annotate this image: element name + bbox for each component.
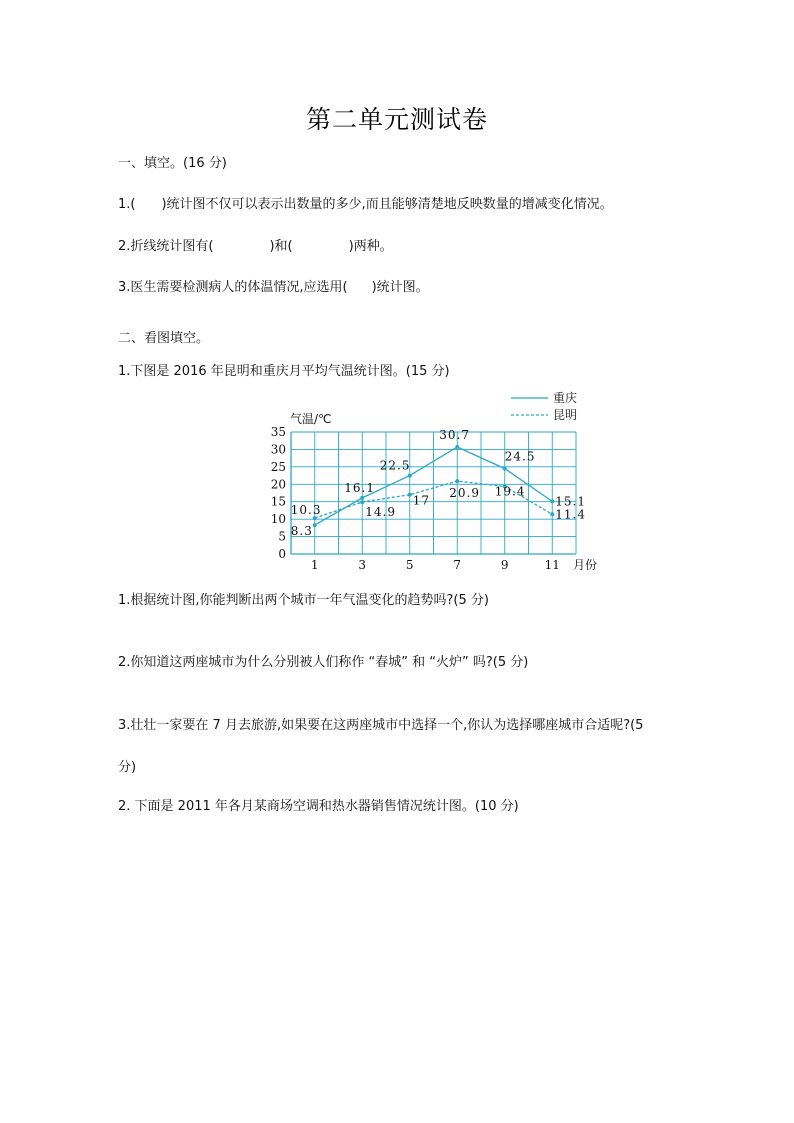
q3-text-after: )统计图。: [371, 280, 429, 295]
section2-heading: 二、看图填空。: [118, 331, 210, 346]
data-point: [455, 445, 459, 449]
q1-text-before: 1.(: [118, 197, 136, 212]
sub-question-2: 2.你知道这两座城市为什么分别被人们称作 “春城” 和 “火炉” 吗?(5 分): [118, 655, 529, 670]
data-point: [455, 479, 459, 483]
data-label: 20.9: [449, 486, 480, 501]
q1-text-after: )统计图不仅可以表示出数量的多少,而且能够清楚地反映数量的增减变化情况。: [161, 197, 613, 212]
x-tick-label: 3: [358, 558, 367, 572]
x-tick-label: 1: [310, 558, 319, 572]
y-tick-label: 35: [270, 425, 286, 439]
x-tick-label: 9: [500, 558, 509, 572]
data-label: 15.1: [555, 494, 586, 509]
chart-series: [291, 428, 586, 538]
data-label: 11.4: [555, 507, 586, 522]
q2-text-before: 2.折线统计图有(: [118, 239, 214, 254]
sub-question-1: 1.根据统计图,你能判断出两个城市一年气温变化的趋势吗?(5 分): [118, 593, 489, 608]
q3-text-before: 3.医生需要检测病人的体温情况,应选用(: [118, 280, 348, 295]
y-axis-label: 气温/℃: [290, 412, 332, 426]
x-tick-label: 7: [453, 558, 462, 572]
y-tick-label: 25: [270, 459, 286, 474]
data-label: 14.9: [365, 505, 396, 520]
data-point: [360, 500, 364, 504]
section1-heading: 一、填空。(16 分): [118, 156, 227, 171]
data-label: 22.5: [379, 458, 411, 473]
data-label: 24.5: [504, 449, 536, 464]
x-tick-label: 11: [544, 558, 560, 572]
data-label: 16.1: [344, 480, 375, 495]
data-label: 19.4: [494, 484, 526, 499]
data-point: [313, 523, 317, 527]
data-point: [503, 467, 507, 471]
y-tick-label: 15: [270, 494, 286, 509]
x-axis-label: 月份: [573, 558, 598, 572]
y-tick-label: 10: [270, 512, 286, 527]
problem-1-prompt: 1.下图是 2016 年昆明和重庆月平均气温统计图。(15 分): [118, 364, 450, 379]
x-tick-label: 5: [405, 558, 414, 572]
data-point: [360, 496, 364, 500]
page-title: 第二单元测试卷: [305, 105, 488, 134]
legend-label-chongqing: 重庆: [553, 391, 578, 405]
problem-2-prompt: 2. 下面是 2011 年各月某商场空调和热水器销售情况统计图。(10 分): [118, 799, 519, 814]
q2-text-middle: )和(: [269, 239, 293, 254]
data-label: 17: [412, 493, 431, 508]
data-point: [408, 493, 412, 497]
q2-text-after: )两种。: [348, 239, 393, 254]
data-point: [550, 512, 554, 516]
sub-question-3: 3.壮壮一家要在 7 月去旅游,如果要在这两座城市中选择一个,你认为选择哪座城市合适呢?(5: [118, 718, 644, 733]
data-point: [408, 474, 412, 478]
data-point: [550, 499, 554, 503]
legend-label-kunming: 昆明: [553, 408, 578, 422]
y-tick-label: 30: [270, 442, 286, 457]
data-label: 10.3: [290, 503, 322, 518]
sub-question-3-continued: 分): [118, 760, 137, 775]
y-tick-label: 0: [278, 547, 286, 561]
data-label: 8.3: [290, 524, 313, 539]
y-tick-label: 20: [270, 477, 286, 492]
data-label: 30.7: [439, 427, 470, 442]
y-tick-label: 5: [278, 529, 286, 544]
